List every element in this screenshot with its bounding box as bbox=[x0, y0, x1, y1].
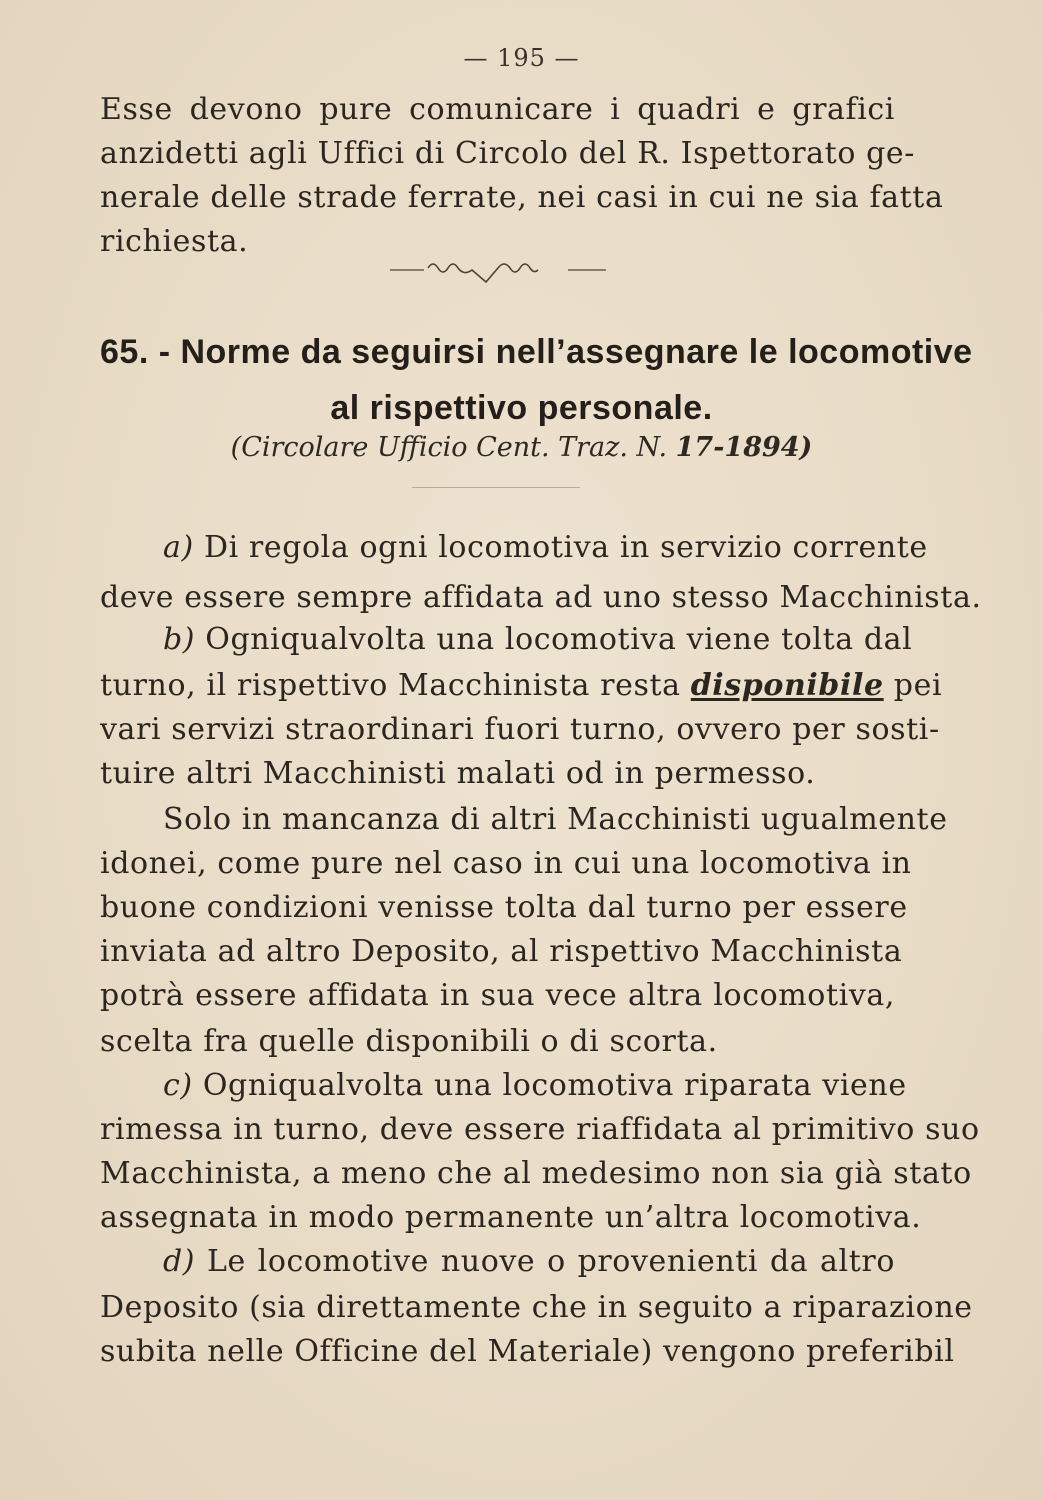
item-b-marker: b) bbox=[163, 622, 196, 657]
paragraph-line: potrà essere affidata in sua vece altra locomotiva, bbox=[100, 978, 895, 1013]
circular-reference bbox=[0, 432, 1043, 463]
intro-line: anzidetti agli Uffici di Circolo del R. Ispettorato ge- bbox=[100, 136, 916, 171]
item-a-line: deve essere sempre affidata ad uno stesso Macchinista. bbox=[100, 580, 982, 615]
item-a-line bbox=[163, 526, 928, 570]
item-c-line: assegnata in modo permanente un’altra locomotiva. bbox=[100, 1200, 922, 1235]
reference-number: 17-1894) bbox=[675, 432, 813, 463]
item-d-line bbox=[163, 1240, 895, 1284]
item-a-marker: a) bbox=[163, 530, 194, 565]
item-d-line: Deposito (sia direttamente che in seguito a riparazione bbox=[100, 1290, 973, 1325]
item-c-line bbox=[163, 1064, 907, 1108]
item-d-text: Le locomotive nuove o provenienti da altro bbox=[206, 1244, 895, 1279]
page-number: — 195 — bbox=[463, 44, 580, 72]
item-c-line: Macchinista, a meno che al medesimo non sia già stato bbox=[100, 1156, 972, 1191]
divider-rule bbox=[412, 487, 580, 488]
item-d-line: subita nelle Officine del Materiale) vengono preferibil bbox=[100, 1334, 955, 1369]
item-b-text: turno, il rispettivo Macchinista resta bbox=[100, 668, 681, 703]
item-a-text: Di regola ogni locomotiva in servizio corrente bbox=[203, 530, 928, 565]
item-b-line: tuire altri Macchinisti malati od in permesso. bbox=[100, 756, 816, 791]
item-b-line bbox=[163, 618, 913, 662]
paragraph-line: Solo in mancanza di altri Macchinisti ugualmente bbox=[163, 802, 948, 837]
item-c-line: rimessa in turno, deve essere riaffidata al primitivo suo bbox=[100, 1112, 980, 1147]
item-b-line bbox=[100, 664, 943, 708]
paragraph-line: idonei, come pure nel caso in cui una locomotiva in bbox=[100, 846, 912, 881]
item-c-marker: c) bbox=[163, 1068, 193, 1103]
paragraph-line: buone condizioni venisse tolta dal turno per essere bbox=[100, 890, 908, 925]
emphasized-word: disponibile bbox=[690, 668, 884, 703]
reference-source: (Circolare Ufficio Cent. Traz. N. bbox=[230, 432, 668, 463]
intro-line: nerale delle strade ferrate, nei casi in cui ne sia fatta bbox=[100, 180, 944, 215]
paragraph-line: scelta fra quelle disponibili o di scorta. bbox=[100, 1024, 718, 1059]
section-title-line2: al rispettivo personale. bbox=[330, 389, 713, 427]
item-b-text: Ogniqualvolta una locomotiva viene tolta dal bbox=[205, 622, 913, 657]
intro-line: Esse devono pure comunicare i quadri e grafici bbox=[100, 92, 895, 127]
paragraph-line: inviata ad altro Deposito, al rispettivo Macchinista bbox=[100, 934, 903, 969]
item-b-line: vari servizi straordinari fuori turno, ovvero per sosti- bbox=[100, 712, 940, 747]
item-c-text: Ogniqualvolta una locomotiva riparata viene bbox=[202, 1068, 907, 1103]
intro-line: richiesta. bbox=[100, 224, 249, 259]
section-title-line1: 65. - Norme da seguirsi nell’assegnare le locomotive bbox=[100, 333, 973, 371]
item-b-text: pei bbox=[893, 668, 943, 703]
ornament-flourish-icon bbox=[388, 256, 608, 284]
item-d-marker: d) bbox=[163, 1244, 196, 1279]
